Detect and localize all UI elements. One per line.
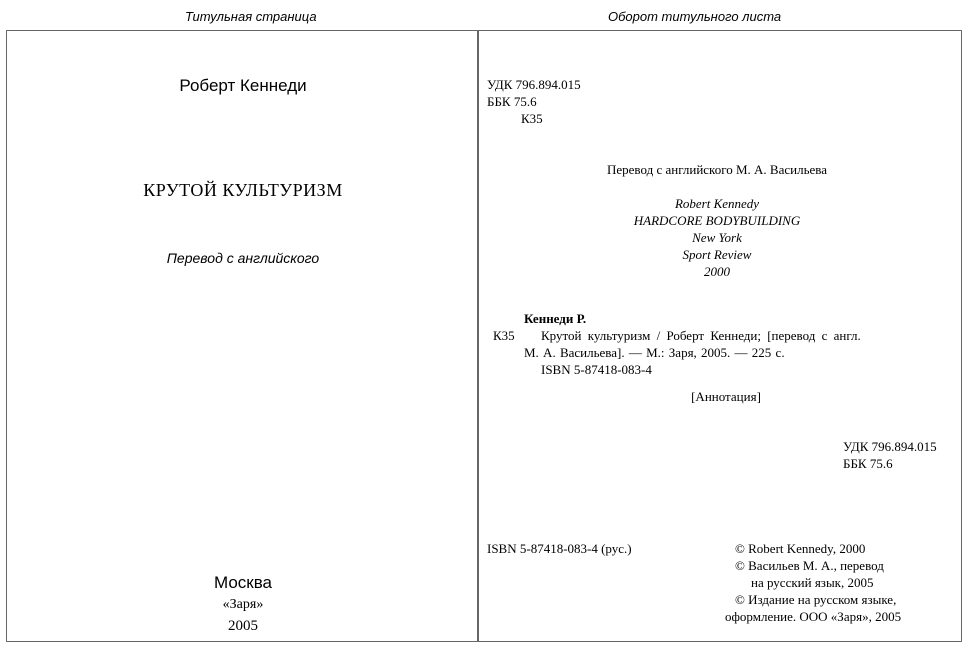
bbk-bottom: ББК 75.6 (843, 456, 893, 471)
original-city: New York (692, 230, 742, 245)
publisher: «Заря» (222, 597, 264, 612)
bbk-top: ББК 75.6 (487, 94, 537, 109)
translation-note: Перевод с английского (166, 250, 320, 266)
copyright-line-4: © Издание на русском языке, (735, 592, 897, 607)
title-page (6, 30, 478, 642)
year: 2005 (228, 618, 258, 634)
original-publisher: Sport Review (682, 247, 752, 262)
original-author: Robert Kennedy (674, 196, 760, 211)
bib-heading: Кеннеди Р. (524, 311, 587, 326)
reverse-page-caption: Оборот титульного листа (608, 9, 782, 24)
bib-line-1: Крутой культуризм / Роберт Кеннеди; [перевод с англ. (541, 328, 861, 343)
udk-bottom: УДК 796.894.015 (843, 439, 937, 454)
title-page-caption: Титульная страница (185, 9, 317, 24)
translator-line: Перевод с английского М. А. Васильева (606, 162, 828, 177)
city: Москва (213, 573, 273, 592)
bib-line-2: М. А. Васильева]. — М.: Заря, 2005. — 225 с. (524, 345, 785, 360)
copyright-line-3: на русский язык, 2005 (751, 575, 874, 590)
reverse-title-page (478, 30, 962, 642)
udk-top: УДК 796.894.015 (487, 77, 581, 92)
copyright-line-5: оформление. ООО «Заря», 2005 (725, 609, 902, 624)
copyright-line-1: © Robert Kennedy, 2000 (735, 541, 866, 556)
author-code-top: К35 (521, 111, 543, 126)
bib-isbn: ISBN 5-87418-083-4 (541, 362, 652, 377)
book-title: КРУТОЙ КУЛЬТУРИЗМ (143, 180, 343, 200)
bib-code: К35 (493, 328, 515, 343)
copyright-line-2: © Васильев М. А., перевод (735, 558, 884, 573)
original-title: HARDCORE BODYBUILDING (633, 213, 801, 228)
annotation: [Аннотация] (691, 389, 761, 404)
original-year: 2000 (704, 264, 730, 279)
isbn-bottom: ISBN 5-87418-083-4 (рус.) (487, 541, 632, 556)
author-name: Роберт Кеннеди (179, 76, 307, 95)
